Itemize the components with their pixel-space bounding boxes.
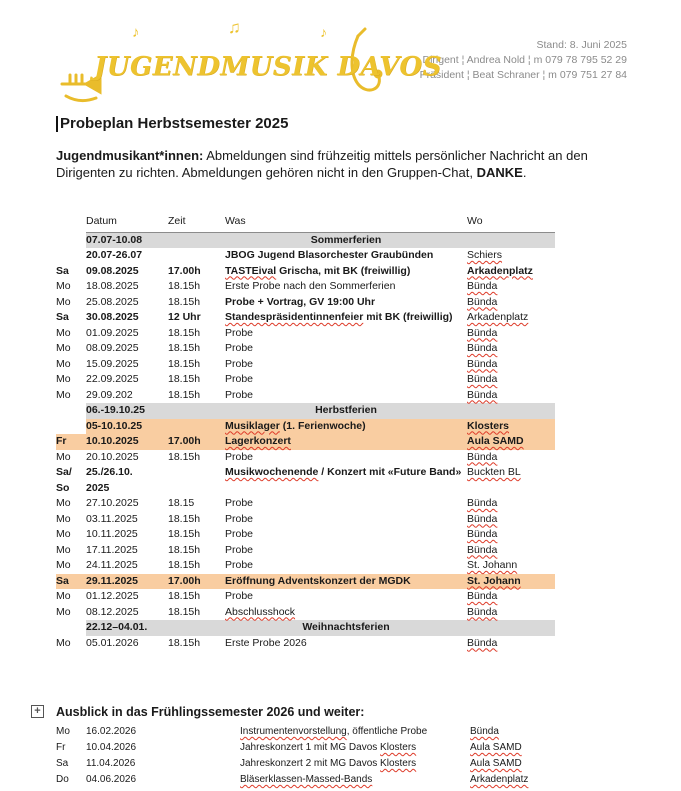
cell-datum: 29.09.202 [86,388,133,401]
cell-day: Mo [56,280,71,292]
cell-zeit [168,419,225,435]
misspelled-word: Bünda [467,543,498,556]
cell-datum: 27.10.2025 [86,497,139,509]
cell-datum: 17.11.2025 [86,543,138,556]
cell-was [225,419,467,435]
cell-zeit [168,465,225,496]
misspelled-word: Bünda [467,357,498,370]
header-wo: Wo [467,212,555,232]
cell-wo [470,772,555,788]
cell-datum: 01.09.2025 [86,326,139,339]
misspelled-word: Aula SAMD [467,435,524,447]
cell-datum: 09.08.2025 [86,264,139,277]
cell-day [56,248,86,264]
cell-zeit: 18.15h [168,512,201,525]
misspelled-word: Buckten BL [467,466,521,478]
schedule-row [56,388,555,404]
misspelled-word: Bünda [467,512,498,525]
cell-wo [467,310,555,326]
cell-was [240,772,470,788]
cell-datum: 08.12.2025 [86,605,139,618]
holiday-row [56,620,555,636]
cell-day: Sa [56,264,69,277]
cell-was [225,574,467,590]
cell-was: Sommerferien [225,232,467,248]
text-span: Probe [225,559,254,571]
cell-day: Sa [56,574,86,590]
schedule-row [56,605,555,621]
text-span: Erste Probe nach den Sommerferien [225,280,396,292]
schedule-row [56,295,555,311]
text-span: Erste Probe 2026 [225,636,307,649]
cell-day: Mo [56,512,71,525]
text-span: , öffentliche Probe [346,726,428,737]
misspelled-word: Arkadenplatz [470,774,529,785]
cell-was [225,434,467,450]
schedule-row [56,496,555,512]
cell-was [225,450,467,466]
schedule-row [56,341,555,357]
misspelled-word: Bünda [467,342,498,354]
text-span: (1. Ferienwoche) [279,419,366,432]
header-datum: Datum [86,212,168,232]
cell-zeit [168,756,240,772]
text-span: Probe [225,450,254,463]
cell-wo [467,264,555,280]
cell-wo [467,388,555,404]
misspelled-word: Bünda [467,373,498,385]
text-span: Eröffnung Adventskonzert der MGDK [225,574,411,587]
cell-was [240,756,470,772]
text-span: Probe [225,528,254,540]
cell-day: Mo [56,295,71,308]
cell-datum: 04.06.2026 [86,774,137,785]
cell-wo [467,372,555,388]
cell-day: Mo [56,497,71,509]
stand-date: Stand: 8. Juni 2025 [536,39,627,51]
cell-datum: 10.10.2025 [86,434,168,450]
contact-block [420,38,627,83]
praesident-line: Präsident ¦ Beat Schraner ¦ m 079 751 27 84 [419,69,627,81]
misspelled-word: Bünda [467,636,498,649]
misspelled-word: Standespräsidentinnenfeier [225,311,364,323]
cell-wo [467,527,555,543]
cell-zeit: 18.15h [168,280,201,292]
misspelled-word: Arkadenplatz [467,311,529,323]
cell-datum: 10.04.2026 [86,742,137,753]
text-span: Probe [225,326,254,339]
misspelled-word: Schiers [467,249,503,261]
cell-zeit [168,403,225,419]
cell-datum: 18.08.2025 [86,280,139,292]
cell-zeit: 17.00h [168,434,225,450]
misspelled-word: TASTEival [225,264,277,277]
cell-datum: 05.01.2026 [86,636,139,649]
cell-zeit: 18.15 [168,497,195,509]
cell-datum: 16.02.2026 [86,726,137,737]
cell-datum: 03.11.2025 [86,512,138,525]
misspelled-word: Klosters [467,419,510,432]
misspelled-word: Musiklager [225,419,280,432]
cell-was [225,605,467,621]
cell-was: Weihnachtsferien [225,620,467,636]
cell-day [56,403,86,419]
cell-wo [467,605,555,621]
cell-was [225,527,467,543]
schedule-row [56,450,555,466]
title-row [56,115,288,132]
cell-datum: 25.08.2025 [86,295,139,308]
misspelled-word: Bünda [467,497,498,509]
cell-was [225,512,467,528]
cell-wo [467,512,555,528]
cell-wo [467,403,555,419]
misspelled-word: Bünda [467,605,498,618]
cell-was [225,636,467,652]
text-span: Probe [225,388,254,401]
cell-wo [467,434,555,450]
misspelled-word: Bünda [467,280,498,292]
cell-zeit: 18.15h [168,326,201,339]
cell-wo [470,724,555,740]
cell-wo [467,232,555,248]
cell-datum: 01.12.2025 [86,590,139,602]
cell-datum: 08.09.2025 [86,342,139,354]
cell-was [225,295,467,311]
misspelled-word: Bünda [467,326,498,339]
schedule-row [56,264,555,280]
text-span: Probe + Vortrag, GV 19:00 Uhr [225,295,376,308]
cell-was [225,372,467,388]
holiday-row [56,232,555,248]
schedule-row [56,326,555,342]
logo-text: JUGENDMUSIK DAVOS [94,52,442,82]
cell-day: Mo [56,388,71,401]
schedule-row [56,419,555,435]
cell-zeit: 18.15h [168,590,201,602]
cell-zeit [168,248,225,264]
cell-was: Herbstferien [225,403,467,419]
schedule-row [56,724,555,740]
cell-datum: 06.-19.10.25 [86,403,168,419]
cell-day: Mo [56,450,71,463]
cell-wo [467,543,555,559]
cell-was [225,341,467,357]
cell-zeit: 18.15h [168,388,201,401]
text-span: Grischa, mit BK (freiwillig) [276,264,411,277]
cell-day: Fr [56,742,66,753]
cell-was [225,465,467,496]
misspelled-word: Bünda [470,726,499,737]
text-span: mit BK (freiwillig) [363,311,453,323]
misspelled-word: Bünda [467,388,498,401]
cell-datum: 10.11.2025 [86,528,138,540]
intro-paragraph [56,148,588,181]
cell-wo [467,496,555,512]
cell-day: Mo [56,636,71,649]
cell-wo [467,341,555,357]
cell-wo [467,279,555,295]
cell-wo [467,326,555,342]
cell-datum: 05-10.10.25 [86,419,168,435]
cell-zeit [168,724,240,740]
schedule-row [56,740,555,756]
cell-datum: 29.11.2025 [86,574,168,590]
schedule-row [56,558,555,574]
cell-zeit [168,772,240,788]
cell-wo [467,620,555,636]
schedule-row [56,372,555,388]
schedule-row [56,357,555,373]
text-span: JBOG Jugend Blasorchester Graubünden [225,249,434,261]
cell-zeit: 18.15h [168,295,201,308]
cell-was [225,264,467,280]
cell-was [225,326,467,342]
cell-day: Mo [56,373,71,385]
misspelled-word: St. Johann [467,574,521,587]
cell-zeit [168,620,225,636]
misspelled-word: Instrumentenvorstellung [240,726,347,737]
cell-zeit: 18.15h [168,528,201,540]
outlook-table [56,724,555,788]
holiday-row [56,403,555,419]
schedule-row [56,527,555,543]
table-move-handle-icon[interactable]: + [31,705,44,718]
cell-was [225,543,467,559]
cell-was [225,388,467,404]
cell-zeit: 18.15h [168,559,201,571]
page-title: Probeplan Herbstsemester 2025 [60,115,289,132]
header-zeit: Zeit [168,212,225,232]
cell-zeit: 17.00h [168,264,201,277]
cell-day: Do [56,774,69,785]
text-span: Probe [225,543,254,556]
text-span: Jahreskonzert 1 mit MG Davos [240,742,381,753]
text-span: Probe [225,357,254,370]
cell-day: Fr [56,434,86,450]
intro-body: Abmeldungen sind frühzeitig mittels persönlicher Nachricht an den Dirigenten zu richten. Abmeldungen gehören nicht in den Gruppen-Chat, [56,148,588,180]
cell-was [225,357,467,373]
cell-day: Mo [56,528,71,540]
cell-day: Sa/ So [56,466,72,494]
rehearsal-table [56,212,555,651]
intro-lead: Jugendmusikant*innen: [56,148,204,163]
cell-day: Mo [56,726,70,737]
cell-zeit: 18.15h [168,450,201,463]
misspelled-word: Aula SAMD [470,758,522,769]
cell-day: Mo [56,357,71,370]
cell-zeit [168,740,240,756]
outlook-title: Ausblick in das Frühlingssemester 2026 und weiter: [56,705,365,719]
cell-was [225,248,467,264]
cell-was [225,558,467,574]
cell-datum: 20.10.2025 [86,450,139,463]
header-was: Was [225,212,467,232]
cell-wo [467,295,555,311]
schedule-row [56,434,555,450]
cell-wo [467,419,555,435]
schedule-row [56,589,555,605]
misspelled-word: St. Johann [467,559,518,571]
text-span: Probe [225,512,254,525]
outlook-section [56,703,555,788]
text-span: Probe [225,373,254,385]
cell-datum: 20.07-26.07 [86,249,143,261]
misspelled-word: Bünda [467,590,498,602]
cell-datum: 22.12–04.01. [86,620,168,636]
cell-was [240,724,470,740]
schedule-row [56,636,555,652]
text-span: Probe [225,342,254,354]
logo [58,18,442,114]
music-note-icon: ♫ [228,18,241,37]
cell-was [225,589,467,605]
cell-zeit [168,232,225,248]
cell-day: Mo [56,559,71,571]
schedule-row [56,772,555,788]
cell-zeit: 18.15h [168,342,201,354]
cell-datum: 11.04.2026 [86,758,136,769]
cell-wo [467,589,555,605]
cell-zeit: 12 Uhr [168,311,201,323]
schedule-row [56,310,555,326]
header-day [56,212,86,232]
text-span: Probe [225,590,254,602]
cell-zeit: 18.15h [168,373,201,385]
schedule-section [56,212,555,651]
text-span: Probe [225,497,254,509]
music-note-icon: ♪ [320,24,327,40]
cell-day [56,419,86,435]
misspelled-word: Musikwochenende [225,466,319,478]
misspelled-word: Bünda [467,528,498,540]
cell-wo [470,756,555,772]
misspelled-word: Arkadenplatz [467,264,533,277]
table-header-row [56,212,555,232]
cell-datum: 24.11.2025 [86,559,138,571]
misspelled-word: Aula SAMD [470,742,522,753]
misspelled-word: Klosters [380,758,417,769]
cell-wo [467,450,555,466]
intro-tail: . [522,164,527,180]
cell-wo [467,357,555,373]
schedule-row [56,574,555,590]
misspelled-word: Lagerkonzert [225,435,291,447]
cell-day: Mo [56,543,71,556]
schedule-row [56,756,555,772]
cell-day: Mo [56,605,71,618]
cell-was [225,279,467,295]
cell-datum: 07.07-10.08 [86,232,168,248]
cell-wo [467,248,555,264]
misspelled-word: Klosters [380,742,417,753]
cell-wo [467,636,555,652]
schedule-row [56,248,555,264]
music-note-icon: ♪ [132,24,140,41]
misspelled-word: Bünda [467,450,498,463]
dirigent-line: Dirigent ¦ Andrea Nold ¦ m 079 78 795 52 29 [422,54,627,66]
schedule-row [56,279,555,295]
schedule-row [56,543,555,559]
intro-emphasis: DANKE [476,164,523,180]
cell-zeit: 17.00h [168,574,225,590]
schedule-row [56,512,555,528]
cell-datum: 30.08.2025 [86,311,139,323]
cell-datum: 15.09.2025 [86,357,139,370]
cell-wo [470,740,555,756]
cell-was [240,740,470,756]
cell-day: Sa [56,758,69,769]
cell-datum: 25./26.10. 2025 [86,466,133,494]
schedule-row [56,465,555,496]
cell-wo [467,558,555,574]
misspelled-word: Bläserklassen-Massed-Bands [240,774,373,785]
cell-zeit: 18.15h [168,636,201,649]
misspelled-word: Bünda [467,295,498,308]
text-span: Jahreskonzert 2 mit MG Davos [240,758,381,769]
misspelled-word: Abschlusshock [225,605,296,618]
cell-zeit: 18.15h [168,543,201,556]
cell-wo [467,465,555,496]
cell-zeit: 18.15h [168,605,201,618]
cell-wo [467,574,555,590]
text-span: / Konzert mit «Future Band» [318,466,462,478]
cell-day: Mo [56,326,71,339]
text-caret [56,116,58,132]
cell-was [225,310,467,326]
cell-day: Mo [56,342,71,354]
cell-zeit: 18.15h [168,357,201,370]
cell-day: Sa [56,311,69,323]
cell-day [56,620,86,636]
cell-datum: 22.09.2025 [86,373,139,385]
cell-was [225,496,467,512]
cell-day: Mo [56,590,71,602]
cell-day [56,232,86,248]
